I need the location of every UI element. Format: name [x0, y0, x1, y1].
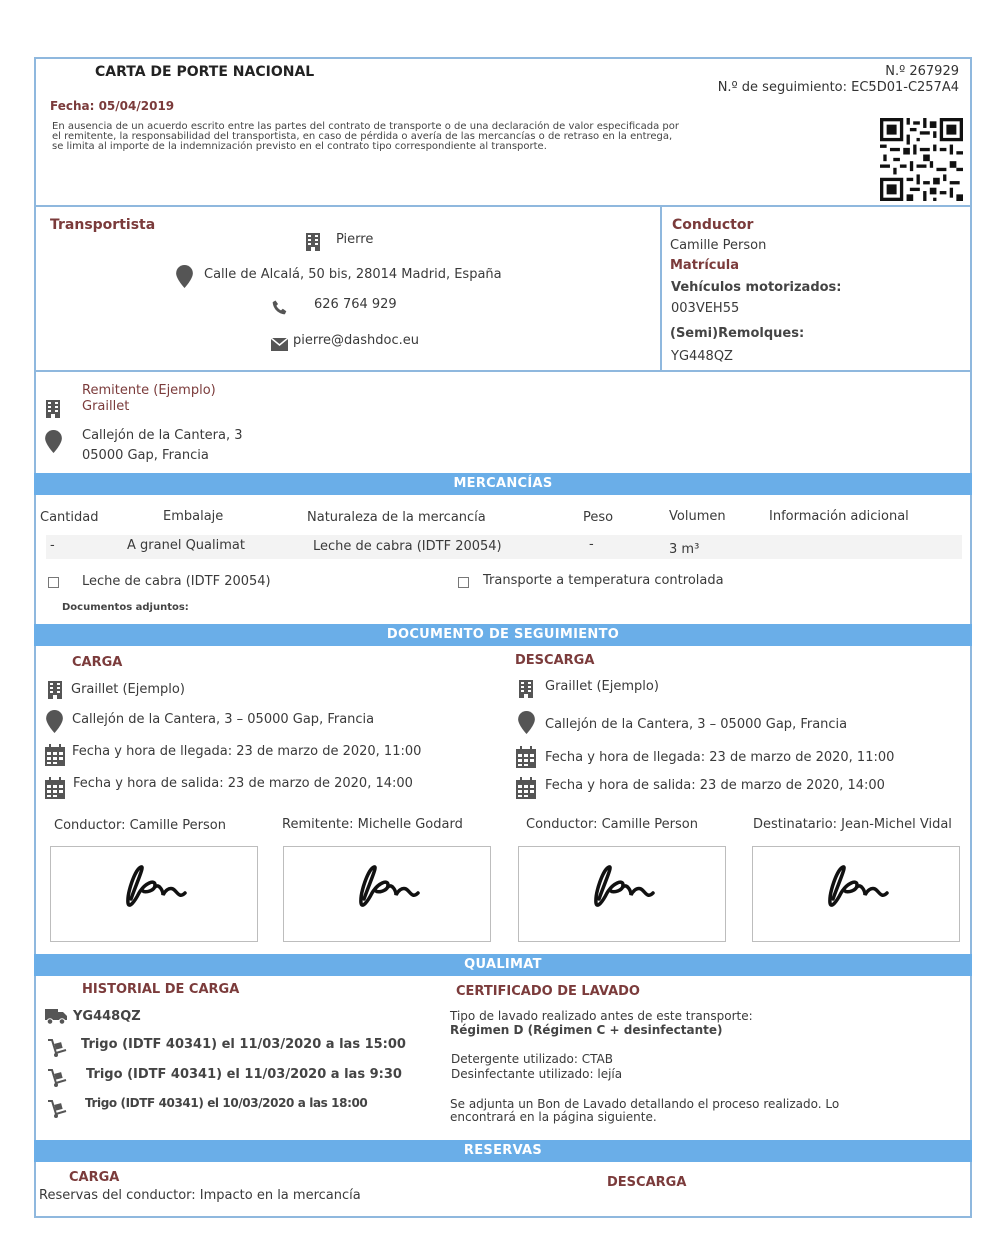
detergent: Detergente utilizado: CTAB: [451, 1052, 613, 1066]
location-pin-icon: [45, 430, 62, 457]
tracking-band: DOCUMENTO DE SEGUIMIENTO: [34, 624, 972, 646]
dolly-icon: [46, 1068, 68, 1092]
location-pin-icon: [518, 711, 535, 738]
history-entry: Trigo (IDTF 40341) el 11/03/2020 a las 15:00: [81, 1037, 406, 1052]
column-header-packaging: Embalaje: [163, 509, 224, 524]
history-truck: YG448QZ: [73, 1009, 141, 1024]
cell-nature: Leche de cabra (IDTF 20054): [313, 539, 502, 554]
column-header-nature: Naturaleza de la mercancía: [307, 510, 486, 525]
history-title: HISTORIAL DE CARGA: [82, 982, 240, 997]
signer-label: Conductor: Camille Person: [54, 818, 226, 833]
wash-type: Régimen D (Régimen C + desinfectante): [450, 1023, 723, 1037]
carrier-phone: 626 764 929: [314, 297, 397, 312]
trailers-label: (Semi)Remolques:: [670, 326, 805, 341]
column-header-quantity: Cantidad: [40, 510, 99, 525]
unloading-title: DESCARGA: [515, 653, 595, 668]
cell-quantity: -: [50, 538, 55, 553]
dolly-icon: [46, 1038, 68, 1062]
divider: [34, 205, 972, 207]
building-icon: [519, 680, 533, 702]
sender-address-line1: Callejón de la Cantera, 3: [82, 428, 243, 443]
vehicle-plate: 003VEH55: [671, 301, 740, 316]
building-icon: [46, 400, 60, 422]
temperature-checkbox-label: Transporte a temperatura controlada: [483, 573, 724, 588]
column-header-weight: Peso: [583, 510, 614, 525]
document-date: Fecha: 05/04/2019: [50, 99, 175, 113]
signature-image: [284, 847, 490, 941]
building-icon: [306, 233, 320, 255]
carrier-name: Pierre: [336, 232, 374, 247]
trailer-plate: YG448QZ: [671, 349, 733, 364]
cell-weight: -: [589, 537, 594, 552]
column-header-volume: Volumen: [669, 509, 726, 524]
signature-box: [518, 846, 726, 942]
document-number: N.º 267929: [885, 64, 959, 79]
signer-label: Conductor: Camille Person: [526, 817, 698, 832]
sender-name: Graillet: [82, 399, 130, 414]
document-title: CARTA DE PORTE NACIONAL: [95, 64, 315, 80]
sender-address-line2: 05000 Gap, Francia: [82, 448, 209, 463]
truck-icon: [45, 1008, 67, 1029]
driver-label: Conductor: [672, 217, 754, 233]
wash-type-label: Tipo de lavado realizado antes de este transporte:: [450, 1009, 753, 1023]
loading-address: Callejón de la Cantera, 3 – 05000 Gap, Francia: [72, 712, 375, 727]
signature-image: [753, 847, 959, 941]
plate-label: Matrícula: [670, 258, 739, 273]
tracking-number: N.º de seguimiento: EC5D01-C257A4: [717, 80, 959, 95]
temperature-checkbox[interactable]: [458, 577, 469, 588]
wash-note: Se adjunta un Bon de Lavado detallando el proceso realizado. Lo encontrará en la página siguiente.: [450, 1097, 840, 1124]
history-entry: Trigo (IDTF 40341) el 11/03/2020 a las 9:30: [86, 1067, 402, 1082]
loading-title: CARGA: [72, 655, 123, 670]
driver-name: Camille Person: [670, 238, 767, 253]
unloading-company: Graillet (Ejemplo): [545, 679, 659, 694]
calendar-icon: [516, 746, 536, 772]
reserves-band: RESERVAS: [34, 1140, 972, 1162]
carrier-email: pierre@dashdoc.eu: [293, 333, 419, 348]
qualimat-band: QUALIMAT: [34, 954, 972, 976]
divider: [660, 205, 662, 370]
calendar-icon: [45, 744, 65, 770]
goods-band: MERCANCÍAS: [34, 473, 972, 495]
dolly-icon: [46, 1099, 68, 1123]
carrier-label: Transportista: [50, 217, 156, 233]
goods-checkbox[interactable]: [48, 577, 59, 588]
reserves-unloading-title: DESCARGA: [607, 1175, 687, 1190]
qr-code-icon: [880, 118, 963, 201]
loading-arrival: Fecha y hora de llegada: 23 de marzo de 2020, 11:00: [72, 744, 422, 759]
column-header-info: Información adicional: [769, 509, 909, 524]
reserves-loading-title: CARGA: [69, 1170, 120, 1185]
signature-box: [50, 846, 258, 942]
unloading-address: Callejón de la Cantera, 3 – 05000 Gap, Francia: [545, 717, 848, 732]
signer-label: Remitente: Michelle Godard: [282, 817, 463, 832]
signer-label: Destinatario: Jean-Michel Vidal: [753, 817, 952, 832]
reserves-loading-text: Reservas del conductor: Impacto en la mercancía: [39, 1188, 361, 1203]
building-icon: [48, 681, 62, 703]
sender-label: Remitente (Ejemplo): [82, 383, 216, 398]
certificate-title: CERTIFICADO DE LAVADO: [456, 984, 640, 999]
signature-image: [519, 847, 725, 941]
disclaimer: En ausencia de un acuerdo escrito entre las partes del contrato de transporte o de una declaración de valor especificada por el remitente, la responsabilidad del transportista, en caso de pérdida o avería de las mercancías o de retraso en la entrega, se limita al importe de la indemnización previsto en el contrato tipo correspondiente al transporte.: [52, 121, 679, 152]
unloading-departure: Fecha y hora de salida: 23 de marzo de 2020, 14:00: [545, 778, 885, 793]
vehicles-label: Vehículos motorizados:: [671, 280, 842, 295]
cell-packaging: A granel Qualimat: [127, 538, 245, 553]
attachments-label: Documentos adjuntos:: [62, 602, 189, 613]
loading-company: Graillet (Ejemplo): [71, 682, 185, 697]
signature-box: [752, 846, 960, 942]
unloading-arrival: Fecha y hora de llegada: 23 de marzo de 2020, 11:00: [545, 750, 895, 765]
disinfectant: Desinfectante utilizado: lejía: [451, 1067, 623, 1081]
calendar-icon: [516, 777, 536, 803]
location-pin-icon: [46, 710, 63, 737]
divider: [34, 370, 972, 372]
carrier-address: Calle de Alcalá, 50 bis, 28014 Madrid, España: [204, 267, 502, 282]
phone-icon: [272, 300, 288, 320]
history-entry: Trigo (IDTF 40341) el 10/03/2020 a las 18:00: [85, 1096, 368, 1110]
calendar-icon: [45, 777, 65, 803]
loading-departure: Fecha y hora de salida: 23 de marzo de 2020, 14:00: [73, 776, 413, 791]
signature-image: [51, 847, 257, 941]
location-pin-icon: [176, 265, 193, 292]
signature-box: [283, 846, 491, 942]
envelope-icon: [271, 336, 288, 355]
goods-checkbox-label: Leche de cabra (IDTF 20054): [82, 574, 271, 589]
cell-volume: 3 m³: [669, 542, 700, 557]
